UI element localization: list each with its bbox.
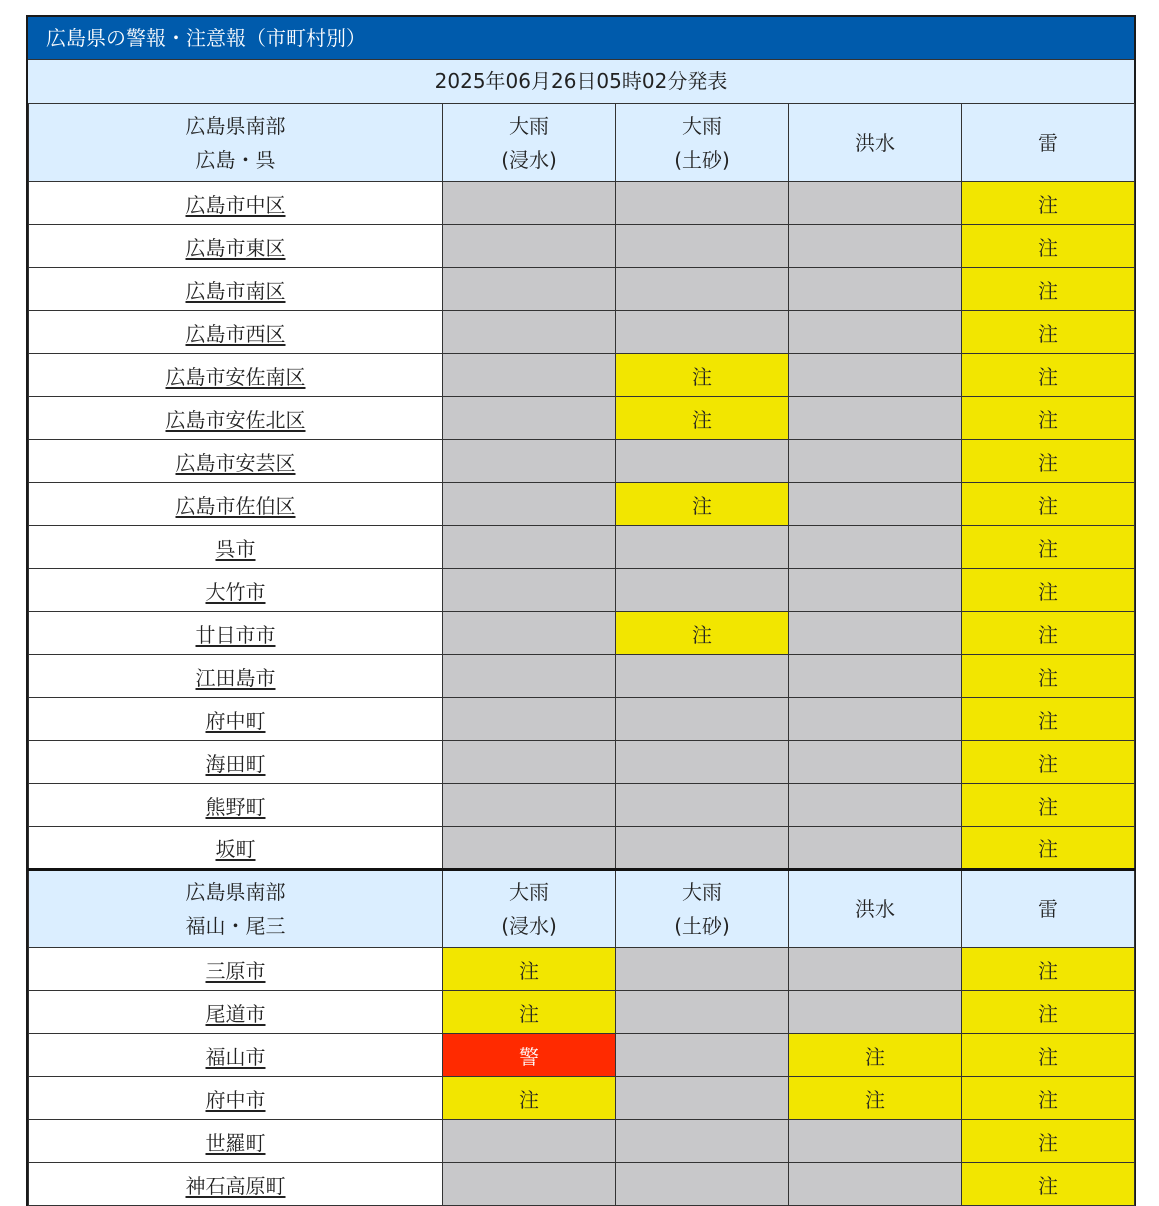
municipality-cell (29, 1077, 443, 1120)
table-row (29, 569, 1135, 612)
table-row (29, 526, 1135, 569)
column-header (962, 104, 1135, 182)
table-row (29, 1077, 1135, 1120)
column-header-sub: (浸水) (501, 147, 557, 172)
empty-cell (789, 698, 962, 741)
municipality-link[interactable]: 海田町 (205, 751, 266, 776)
empty-cell (616, 741, 789, 784)
advisory-cell: 注 (962, 1163, 1135, 1206)
column-header (789, 104, 962, 182)
empty-cell (616, 655, 789, 698)
municipality-link[interactable]: 世羅町 (205, 1130, 266, 1155)
municipality-cell (29, 741, 443, 784)
column-header-sub: (土砂) (674, 147, 730, 172)
warnings-table (28, 103, 1135, 1206)
advisory-cell: 注 (443, 948, 616, 991)
empty-cell (789, 991, 962, 1034)
advisory-cell: 注 (616, 612, 789, 655)
table-row (29, 483, 1135, 526)
empty-cell (443, 483, 616, 526)
advisory-cell: 注 (962, 483, 1135, 526)
municipality-link[interactable]: 大竹市 (205, 579, 266, 604)
empty-cell (616, 268, 789, 311)
advisory-cell: 注 (443, 991, 616, 1034)
empty-cell (443, 526, 616, 569)
warnings-panel (26, 15, 1136, 1206)
column-header-main: 大雨 (509, 880, 549, 904)
empty-cell (789, 483, 962, 526)
empty-cell (443, 440, 616, 483)
municipality-link[interactable]: 三原市 (205, 958, 266, 983)
page-title: 広島県の警報・注意報（市町村別） (28, 17, 1134, 59)
advisory-cell: 注 (962, 784, 1135, 827)
table-row (29, 440, 1135, 483)
empty-cell (789, 354, 962, 397)
table-row (29, 182, 1135, 225)
empty-cell (789, 440, 962, 483)
column-header-main: 洪水 (855, 130, 895, 155)
advisory-cell: 注 (616, 483, 789, 526)
empty-cell (443, 569, 616, 612)
region-header (29, 870, 443, 948)
empty-cell (443, 1163, 616, 1206)
municipality-cell (29, 612, 443, 655)
municipality-cell (29, 182, 443, 225)
advisory-cell: 注 (616, 397, 789, 440)
empty-cell (616, 182, 789, 225)
municipality-cell (29, 440, 443, 483)
advisory-cell: 注 (962, 698, 1135, 741)
advisory-cell: 注 (962, 354, 1135, 397)
table-row (29, 784, 1135, 827)
advisory-cell: 注 (962, 827, 1135, 870)
empty-cell (789, 397, 962, 440)
advisory-cell: 注 (962, 655, 1135, 698)
empty-cell (616, 1077, 789, 1120)
column-header (616, 870, 789, 948)
advisory-cell: 注 (962, 225, 1135, 268)
municipality-link[interactable]: 福山市 (205, 1044, 266, 1069)
municipality-cell (29, 354, 443, 397)
advisory-cell: 注 (962, 612, 1135, 655)
municipality-link[interactable]: 広島市佐伯区 (175, 493, 296, 518)
empty-cell (616, 311, 789, 354)
advisory-cell: 注 (789, 1077, 962, 1120)
table-row (29, 827, 1135, 870)
empty-cell (443, 1120, 616, 1163)
region-header (29, 104, 443, 182)
municipality-cell (29, 397, 443, 440)
column-header-main: 雷 (1038, 897, 1058, 921)
municipality-link[interactable]: 熊野町 (205, 794, 266, 819)
advisory-cell: 注 (962, 1120, 1135, 1163)
region-subarea: 広島・呉 (195, 147, 276, 172)
municipality-link[interactable]: 広島市東区 (185, 235, 286, 260)
municipality-link[interactable]: 坂町 (215, 837, 256, 861)
table-row (29, 268, 1135, 311)
column-header-sub: (土砂) (674, 914, 730, 938)
section-header-row (29, 104, 1135, 182)
issued-time: 2025年06月26日05時02分発表 (28, 59, 1134, 103)
empty-cell (789, 948, 962, 991)
empty-cell (443, 741, 616, 784)
municipality-cell (29, 526, 443, 569)
table-row (29, 698, 1135, 741)
table-row (29, 741, 1135, 784)
empty-cell (616, 569, 789, 612)
empty-cell (443, 354, 616, 397)
column-header-main: 大雨 (682, 880, 722, 904)
empty-cell (789, 311, 962, 354)
municipality-cell (29, 1034, 443, 1077)
empty-cell (443, 698, 616, 741)
municipality-link[interactable]: 広島市安佐南区 (165, 364, 306, 389)
municipality-cell (29, 991, 443, 1034)
empty-cell (443, 225, 616, 268)
empty-cell (443, 268, 616, 311)
region-name: 広島県南部 (185, 113, 286, 138)
advisory-cell: 注 (962, 1034, 1135, 1077)
empty-cell (443, 784, 616, 827)
municipality-cell (29, 483, 443, 526)
advisory-cell: 注 (962, 526, 1135, 569)
advisory-cell: 注 (962, 741, 1135, 784)
municipality-cell (29, 1163, 443, 1206)
advisory-cell: 注 (962, 268, 1135, 311)
empty-cell (443, 397, 616, 440)
table-row (29, 991, 1135, 1034)
empty-cell (789, 612, 962, 655)
municipality-link[interactable]: 広島市安佐北区 (165, 407, 306, 432)
empty-cell (443, 655, 616, 698)
empty-cell (616, 440, 789, 483)
municipality-cell (29, 827, 443, 870)
empty-cell (789, 526, 962, 569)
table-row (29, 1034, 1135, 1077)
empty-cell (616, 784, 789, 827)
municipality-cell (29, 569, 443, 612)
advisory-cell: 注 (962, 311, 1135, 354)
municipality-link[interactable]: 呉市 (215, 536, 256, 561)
advisory-cell: 注 (789, 1034, 962, 1077)
empty-cell (789, 268, 962, 311)
empty-cell (616, 1163, 789, 1206)
empty-cell (616, 1120, 789, 1163)
section-header-row (29, 870, 1135, 948)
municipality-link[interactable]: 広島市南区 (185, 278, 286, 303)
empty-cell (789, 225, 962, 268)
column-header (443, 870, 616, 948)
municipality-link[interactable]: 府中市 (205, 1087, 266, 1112)
column-header (616, 104, 789, 182)
empty-cell (789, 827, 962, 870)
empty-cell (616, 698, 789, 741)
empty-cell (616, 827, 789, 870)
advisory-cell: 注 (962, 1077, 1135, 1120)
municipality-cell (29, 784, 443, 827)
advisory-cell: 注 (962, 948, 1135, 991)
empty-cell (789, 655, 962, 698)
column-header-main: 雷 (1038, 130, 1058, 155)
municipality-link[interactable]: 尾道市 (205, 1001, 266, 1026)
municipality-cell (29, 311, 443, 354)
municipality-cell (29, 225, 443, 268)
municipality-link[interactable]: 府中町 (205, 708, 266, 733)
advisory-cell: 注 (443, 1077, 616, 1120)
municipality-link[interactable]: 廿日市市 (195, 622, 276, 647)
empty-cell (443, 612, 616, 655)
warnings-table-body (29, 104, 1135, 1206)
empty-cell (789, 182, 962, 225)
table-row (29, 655, 1135, 698)
municipality-cell (29, 655, 443, 698)
column-header (443, 104, 616, 182)
column-header (962, 870, 1135, 948)
column-header-main: 洪水 (855, 897, 895, 921)
region-name: 広島県南部 (185, 880, 286, 904)
municipality-cell (29, 1120, 443, 1163)
table-row (29, 948, 1135, 991)
municipality-cell (29, 268, 443, 311)
table-row (29, 612, 1135, 655)
column-header-sub: (浸水) (501, 914, 557, 938)
advisory-cell: 注 (962, 440, 1135, 483)
empty-cell (616, 991, 789, 1034)
municipality-cell (29, 698, 443, 741)
table-row (29, 311, 1135, 354)
empty-cell (789, 1120, 962, 1163)
empty-cell (789, 569, 962, 612)
region-subarea: 福山・尾三 (185, 914, 286, 938)
warning-cell: 警 (443, 1034, 616, 1077)
empty-cell (616, 948, 789, 991)
advisory-cell: 注 (616, 354, 789, 397)
empty-cell (616, 225, 789, 268)
table-row (29, 397, 1135, 440)
municipality-link[interactable]: 広島市西区 (185, 321, 286, 346)
table-row (29, 225, 1135, 268)
table-row (29, 354, 1135, 397)
municipality-link[interactable]: 江田島市 (195, 665, 276, 690)
municipality-link[interactable]: 広島市中区 (185, 192, 286, 217)
column-header-main: 大雨 (682, 113, 722, 138)
empty-cell (443, 182, 616, 225)
table-row (29, 1163, 1135, 1206)
advisory-cell: 注 (962, 569, 1135, 612)
municipality-cell (29, 948, 443, 991)
column-header-main: 大雨 (509, 113, 549, 138)
advisory-cell: 注 (962, 397, 1135, 440)
empty-cell (789, 741, 962, 784)
advisory-cell: 注 (962, 991, 1135, 1034)
advisory-cell: 注 (962, 182, 1135, 225)
column-header (789, 870, 962, 948)
empty-cell (616, 526, 789, 569)
empty-cell (443, 827, 616, 870)
municipality-link[interactable]: 神石高原町 (185, 1173, 286, 1198)
table-row (29, 1120, 1135, 1163)
empty-cell (443, 311, 616, 354)
municipality-link[interactable]: 広島市安芸区 (175, 450, 296, 475)
empty-cell (616, 1034, 789, 1077)
empty-cell (789, 784, 962, 827)
empty-cell (789, 1163, 962, 1206)
